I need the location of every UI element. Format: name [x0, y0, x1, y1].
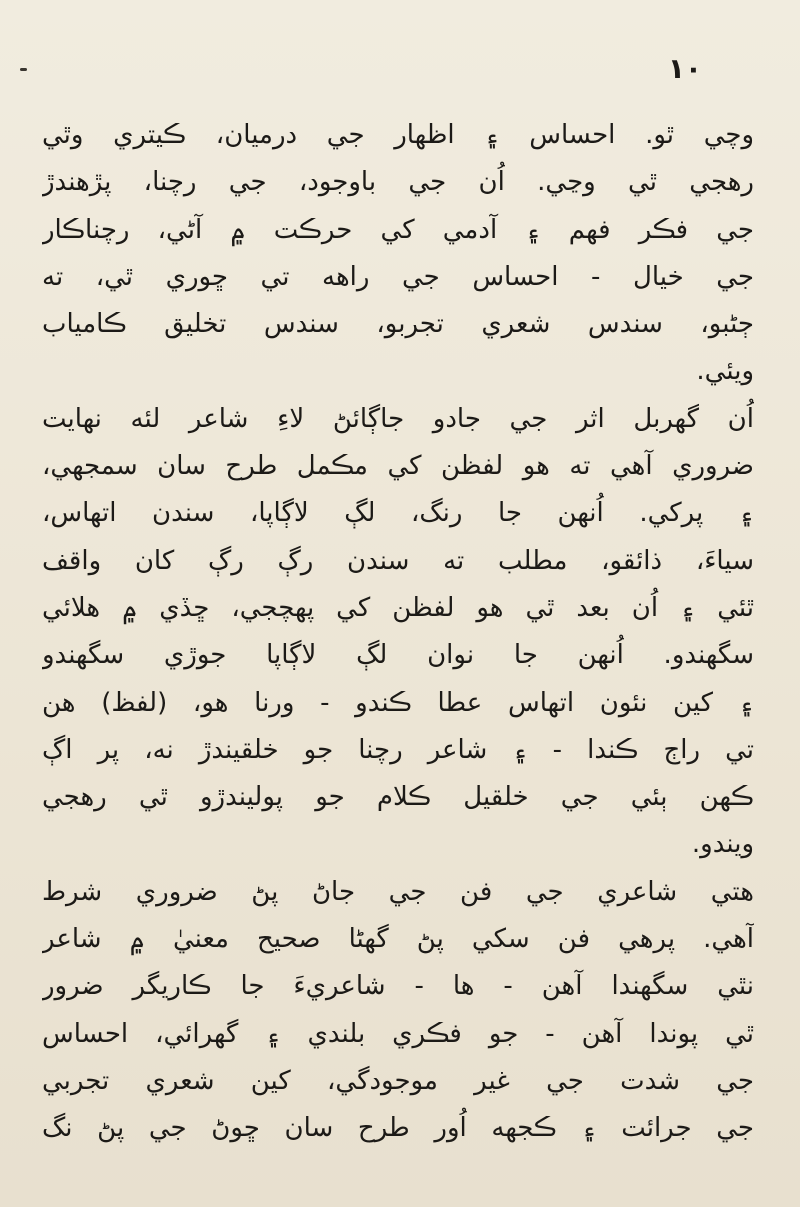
text-line: ۽ کين نئون اتهاس عطا ڪندو - ورنا هو، (لفظ) هن: [42, 687, 754, 718]
text-line: اُن گهربل اثر جي جادو جاڳائڻ لاءِ شاعر لئه نهايت: [42, 403, 754, 434]
body-text: [42, 112, 754, 1153]
text-line: ڄڻبو، سندس شعري تجربو، سندس تخليق ڪامياب: [42, 309, 754, 340]
text-line: ٿئي ۽ اُن بعد ٿي هو لفظن کي پهچجي، ڇڏي ۾ هلائي: [42, 592, 754, 623]
text-line: نٿي سگهندا آهن - ها - شاعريءَ جا ڪاريگر ضرور: [42, 971, 754, 1002]
text-line: ڪهن ٻئي جي خلقيل ڪلام جو پوليندڙو ٿي رهجي: [42, 782, 754, 813]
text-line: تي راڄ ڪندا - ۽ شاعر رچنا جو خلقيندڙ نه، پر اڳ: [42, 734, 754, 765]
text-line: جي شدت جي غير موجودگي، کين شعري تجربي: [42, 1065, 754, 1096]
text-line: جي جرائت ۽ ڪجهه اُور طرح سان ڇوڻ جي پڻ نگ: [42, 1113, 754, 1144]
text-line: سياءَ، ذائقو، مطلب ته سندن رڳ رڳ کان واقف: [42, 545, 754, 576]
text-line: جي فڪر فهم ۽ آدمي کي حرڪت ۾ آڻي، رچناڪار: [42, 214, 754, 245]
text-line: ٿي پوندا آهن - جو فڪري بلندي ۽ گهرائي، احساس: [42, 1018, 754, 1049]
text-line: ويندو.: [691, 829, 754, 860]
text-line: ويئي.: [696, 356, 754, 387]
text-line: هتي شاعري جي فن جي جاڻ پڻ ضروري شرط: [42, 876, 754, 907]
text-line: ۽ پرکي. اُنهن جا رنگ، لڳ لاڳاپا، سندن اتهاس،: [42, 498, 754, 529]
text-line: سگهندو. اُنهن جا نوان لڳ لاڳاپا جوڙي سگهندو: [42, 640, 754, 671]
text-line: جي خيال - احساس جي راهه تي ڇوري ٿي، ته: [42, 261, 754, 292]
ink-speck: [20, 68, 27, 71]
text-line: ضروري آهي ته هو لفظن کي مڪمل طرح سان سمجهي،: [42, 451, 754, 482]
text-line: آهي. پرهي فن سکي پڻ گهڻا صحيح معنيٰ ۾ شاعر: [42, 924, 754, 955]
page-number: ١٠: [667, 52, 702, 85]
text-line: وچي ٿو. احساس ۽ اظهار جي درميان، ڪيتري وٿي: [42, 120, 754, 150]
text-line: رهجي ٿي وڃي. اُن جي باوجود، جي رچنا، پڙهندڙ: [42, 167, 754, 198]
